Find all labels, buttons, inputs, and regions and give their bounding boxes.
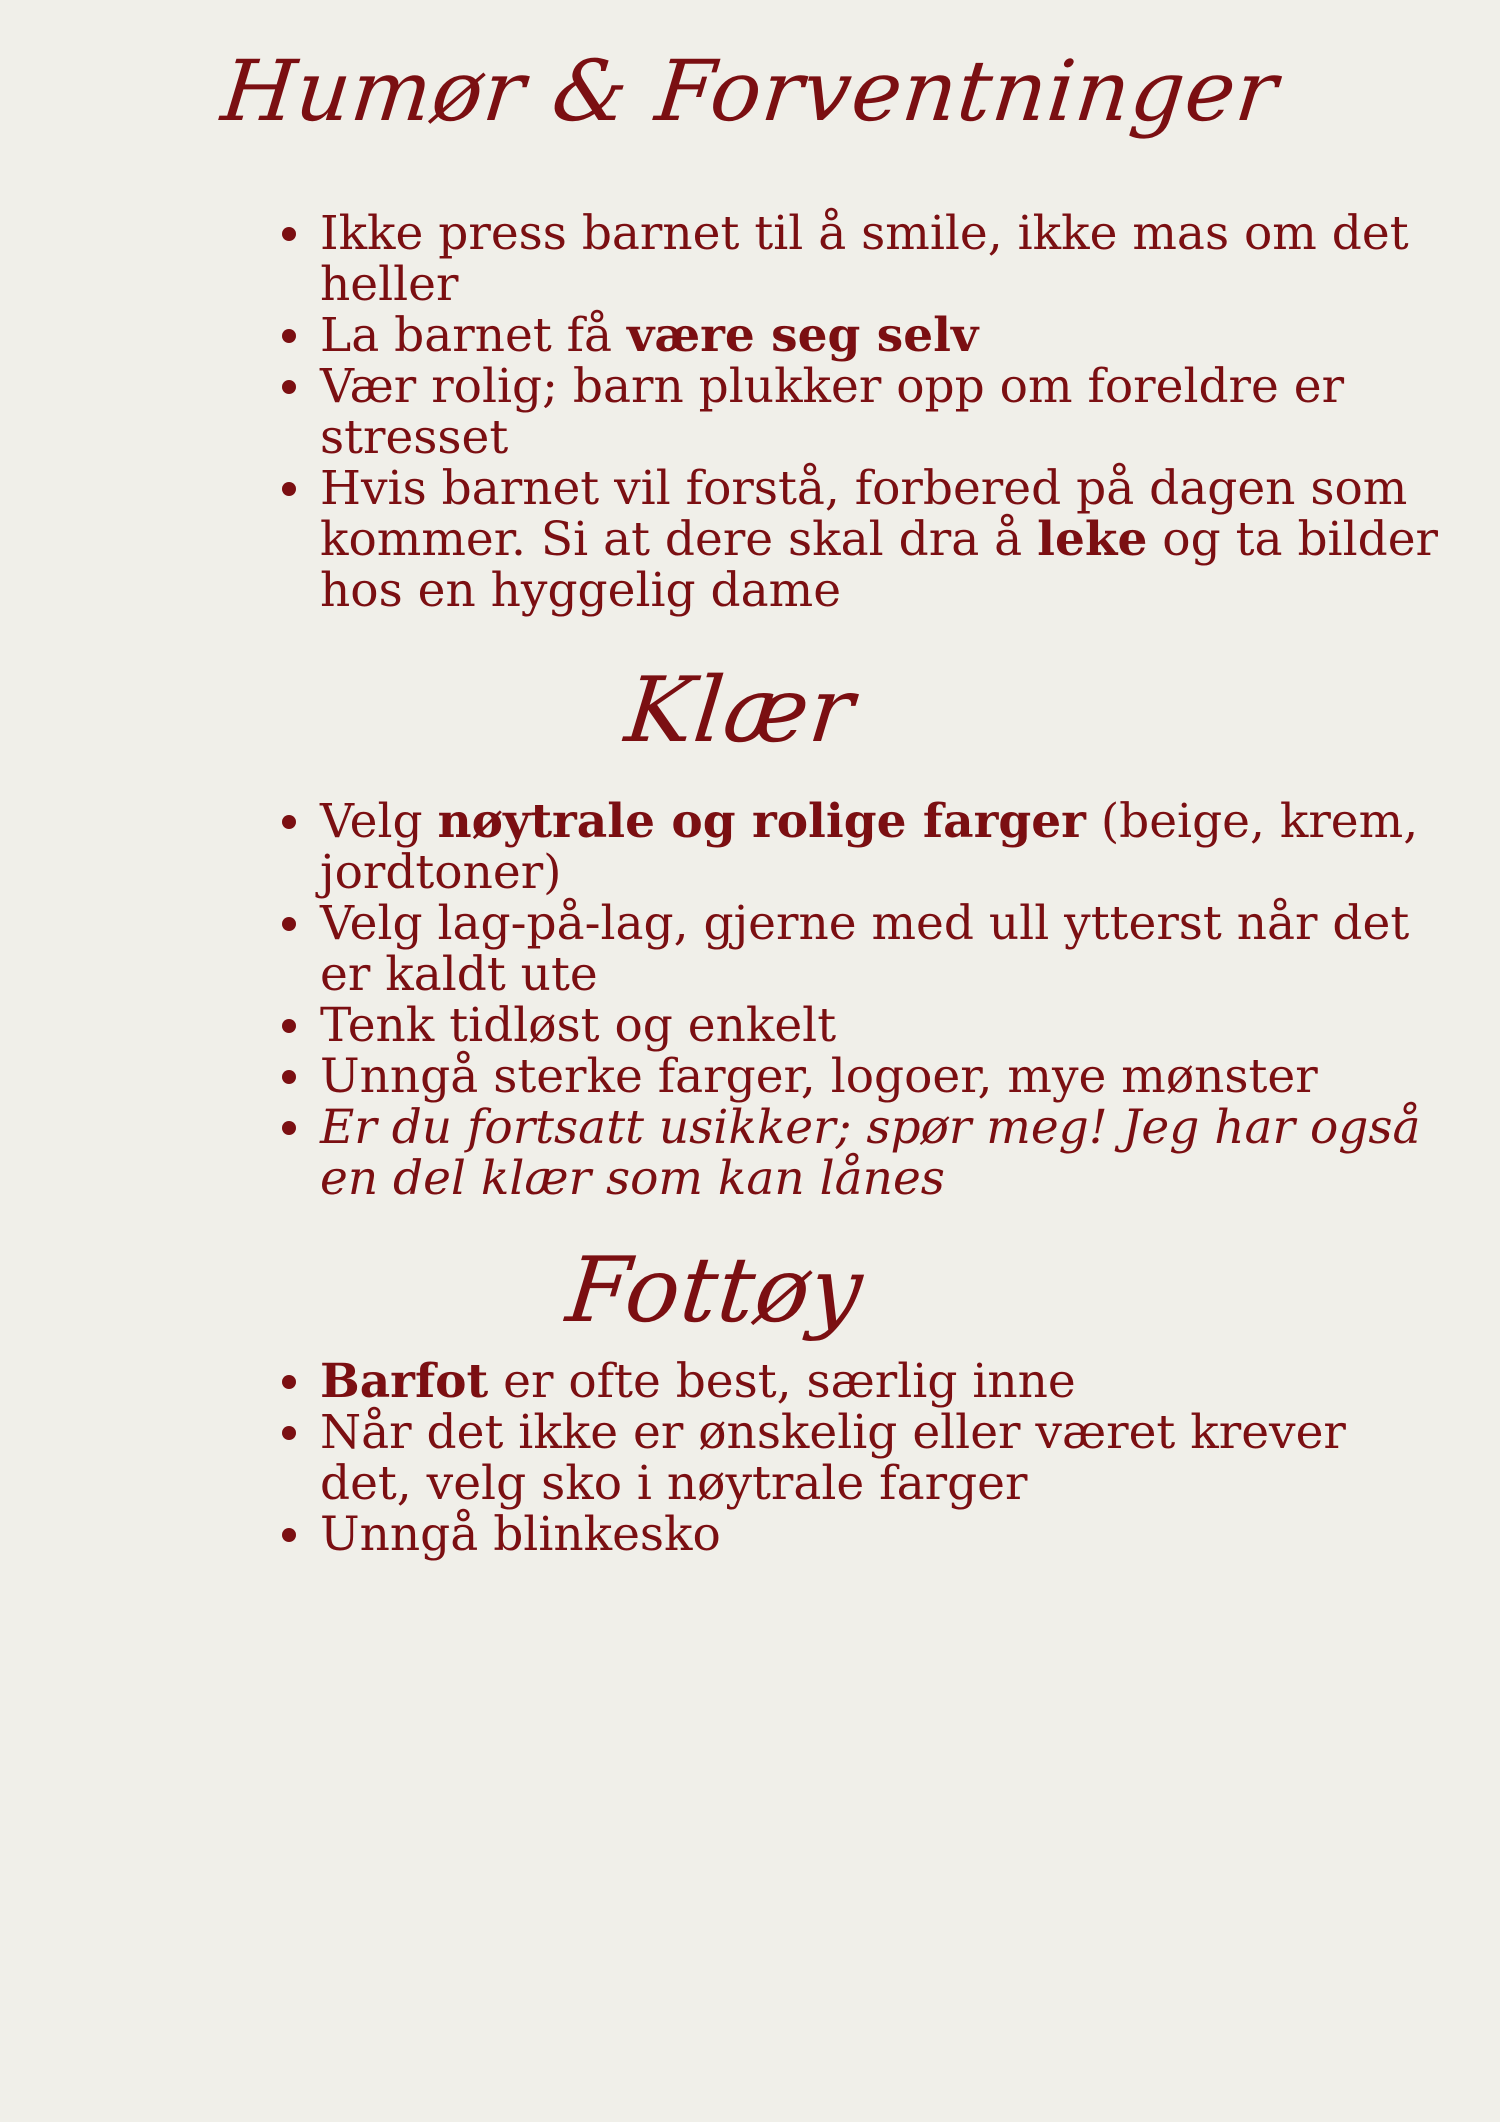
list-item xyxy=(278,1356,1438,1407)
item-emphasis: nøytrale og rolige farger xyxy=(437,794,1086,849)
item-emphasis: leke xyxy=(1037,512,1148,567)
item-text: Velg lag-på-lag, gjerne med ull ytterst når det er kaldt ute xyxy=(320,896,1410,1002)
list-item xyxy=(278,1051,1438,1102)
heading-fottoy: Fottøy xyxy=(561,1238,869,1343)
list-item xyxy=(278,898,1438,1000)
item-text: Vær rolig; barn plukker opp om foreldre er stresset xyxy=(320,359,1345,465)
bullet-icon xyxy=(282,1528,296,1542)
list-item xyxy=(278,1407,1438,1509)
bullet-icon xyxy=(282,380,296,394)
item-emphasis: Barfot xyxy=(320,1354,489,1409)
bullet-icon xyxy=(282,1426,296,1440)
list-item xyxy=(278,1102,1438,1204)
list-humor xyxy=(278,208,1438,616)
item-text-tail: og ta bilder hos en hyggelig dame xyxy=(320,512,1438,618)
bullet-icon xyxy=(282,1375,296,1389)
bullet-icon xyxy=(282,1070,296,1084)
item-text: Ikke press barnet til å smile, ikke mas om det heller xyxy=(320,206,1409,312)
item-text-tail: (beige, krem, jordtoner) xyxy=(320,794,1419,900)
item-text: Når det ikke er ønskelig eller været krever det, velg sko i nøytrale farger xyxy=(320,1405,1346,1511)
item-text: Tenk tidløst og enkelt xyxy=(320,998,837,1053)
list-item xyxy=(278,1509,1438,1560)
bullet-icon xyxy=(282,227,296,241)
heading-humor-forventninger: Humør & Forventninger xyxy=(217,42,1283,140)
list-item xyxy=(278,463,1438,616)
bullet-icon xyxy=(282,329,296,343)
item-text: Unngå blinkesko xyxy=(320,1507,721,1562)
list-fottoy xyxy=(278,1356,1438,1560)
item-text: Velg xyxy=(320,794,438,849)
bullet-icon xyxy=(282,482,296,496)
list-item xyxy=(278,1000,1438,1051)
list-item xyxy=(278,208,1438,310)
list-item xyxy=(278,310,1438,361)
bullet-icon xyxy=(282,1019,296,1033)
item-emphasis: være seg selv xyxy=(627,308,979,363)
item-text-italic: Er du fortsatt usikker; spør meg! Jeg har også en del klær som kan lånes xyxy=(320,1100,1421,1206)
bullet-icon xyxy=(282,917,296,931)
item-text-tail: er ofte best, særlig inne xyxy=(488,1354,1076,1409)
heading-klaer: Klær xyxy=(620,658,860,763)
list-item xyxy=(278,796,1438,898)
list-item xyxy=(278,361,1438,463)
bullet-icon xyxy=(282,815,296,829)
item-text: La barnet få xyxy=(320,308,628,363)
item-text: Unngå sterke farger, logoer, mye mønster xyxy=(320,1049,1318,1104)
list-klaer xyxy=(278,796,1438,1204)
item-text: Hvis barnet vil forstå, forbered på dagen som kommer. Si at dere skal dra å xyxy=(320,461,1408,567)
bullet-icon xyxy=(282,1121,296,1135)
